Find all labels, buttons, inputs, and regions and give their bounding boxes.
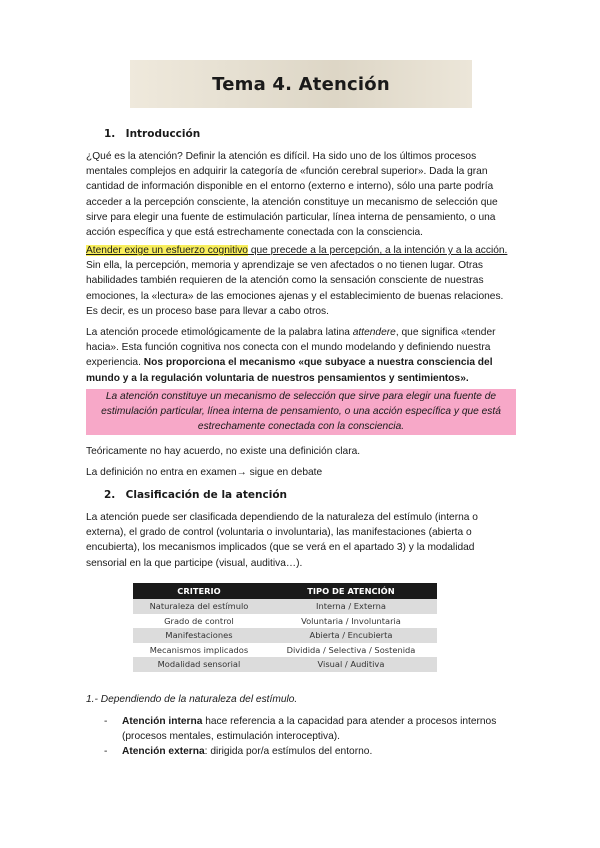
title-banner (130, 60, 472, 108)
definition-quote: La atención constituye un mecanismo de selección que sirve para elegir una fuente de estimulación particular, línea interna de pensamiento, o una acción específica y que está estrechamente conectada con la consciencia. (101, 391, 501, 433)
intro-paragraph-3 (86, 325, 516, 386)
table-cell: Dividida / Selectiva / Sostenida (265, 643, 437, 658)
document-title: Tema 4. Atención (212, 73, 390, 95)
dash-bullet-icon: - (104, 716, 108, 727)
paragraph-text: , que significa «tender hacia». Esta función cognitiva nos conecta con el mundo modelando y definiendo nuestra experiencia. (86, 327, 496, 369)
table-cell: Visual / Auditiva (265, 657, 437, 672)
list-item (104, 744, 524, 759)
table-cell: Naturaleza del estímulo (133, 599, 265, 614)
term-description: hace referencia a la capacidad para atender a procesos internos (procesos mentales, estimulación interoceptiva). (122, 716, 497, 743)
table-cell: Modalidad sensorial (133, 657, 265, 672)
section-number: 2. (104, 489, 116, 501)
subheading-stimulus-nature: 1.- Dependiendo de la naturaleza del estímulo. (86, 694, 298, 705)
table-cell: Interna / Externa (265, 599, 437, 614)
bold-text: Nos proporciona el mecanismo «que subyace a nuestra consciencia del mundo y a la regulación voluntaria de nuestros pensamientos y sentimientos». (86, 357, 493, 384)
highlighted-text: Atender exige un esfuerzo cognitivo (86, 245, 248, 256)
intro-paragraph-2 (86, 243, 516, 319)
underlined-text: que precede a la percepción, a la intención y a la acción. (247, 245, 508, 256)
term-description: : dirigida por/a estímulos del entorno. (204, 746, 373, 758)
section-heading-intro (104, 128, 200, 140)
list-item (104, 714, 524, 744)
table-header: TIPO DE ATENCIÓN (265, 583, 437, 599)
table-cell: Abierta / Encubierta (265, 628, 437, 643)
latin-term: attendere (352, 327, 396, 338)
definition-quote-box (86, 389, 516, 435)
term: Atención interna (122, 716, 203, 727)
classification-table (133, 583, 437, 672)
paragraph-text: La atención procede etimológicamente de la palabra latina (86, 327, 353, 338)
table-row (133, 599, 437, 614)
classification-paragraph: La atención puede ser clasificada dependiendo de la naturaleza del estímulo (interna o externa), el grado de control (voluntaria o involuntaria), las manifestaciones (abierta o encubierta), los mecanismos implicados (que se verá en el apartado 3) y la modalidad sensorial en la que participe (visual, auditiva…). (86, 512, 478, 569)
table-cell: Mecanismos implicados (133, 643, 265, 658)
section-title: Introducción (125, 128, 201, 140)
table-cell: Manifestaciones (133, 628, 265, 643)
dash-bullet-icon: - (104, 746, 108, 758)
paragraph-text: Sin ella, la percepción, memoria y aprendizaje se ven afectados o no tienen lugar. Otras habilidades también requieren de la atención como la sensación consciente de nuestras emociones, la «lectura» de las emociones ajenas y el establecimiento de buenas relaciones. Es decir, es un proceso base para llevar a cabo otros. (86, 260, 504, 317)
table-cell: Grado de control (133, 614, 265, 629)
table-cell: Voluntaria / Involuntaria (265, 614, 437, 629)
table-row (133, 643, 437, 658)
table-row (133, 657, 437, 672)
table-header: CRITERIO (133, 583, 265, 599)
section-heading-classification (104, 489, 287, 501)
intro-paragraph-1: ¿Qué es la atención? Definir la atención es difícil. Ha sido uno de los últimos procesos mentales complejos en adquirir la categoría de «función cerebral superior». Dada la gran cantidad de información disponible en el entorno (externo e interno), sólo una parte podría acceder a la percepción consciente, la atención constituye un mecanismo de selección que sirve para elegir una fuente de estimulación particular, línea interna de pensamiento, o una acción específica y que está estrechamente conectada con la consciencia. (86, 151, 498, 239)
table-header-row (133, 583, 437, 599)
attention-types-list (104, 714, 524, 760)
section-title: Clasificación de la atención (125, 489, 288, 501)
term: Atención externa (122, 746, 205, 758)
intro-paragraph-4: Teóricamente no hay acuerdo, no existe una definición clara. (86, 446, 361, 457)
table-row (133, 614, 437, 629)
section-number: 1. (104, 128, 116, 140)
table-row (133, 628, 437, 643)
intro-paragraph-5: La definición no entra en examen→ sigue en debate (86, 467, 323, 478)
